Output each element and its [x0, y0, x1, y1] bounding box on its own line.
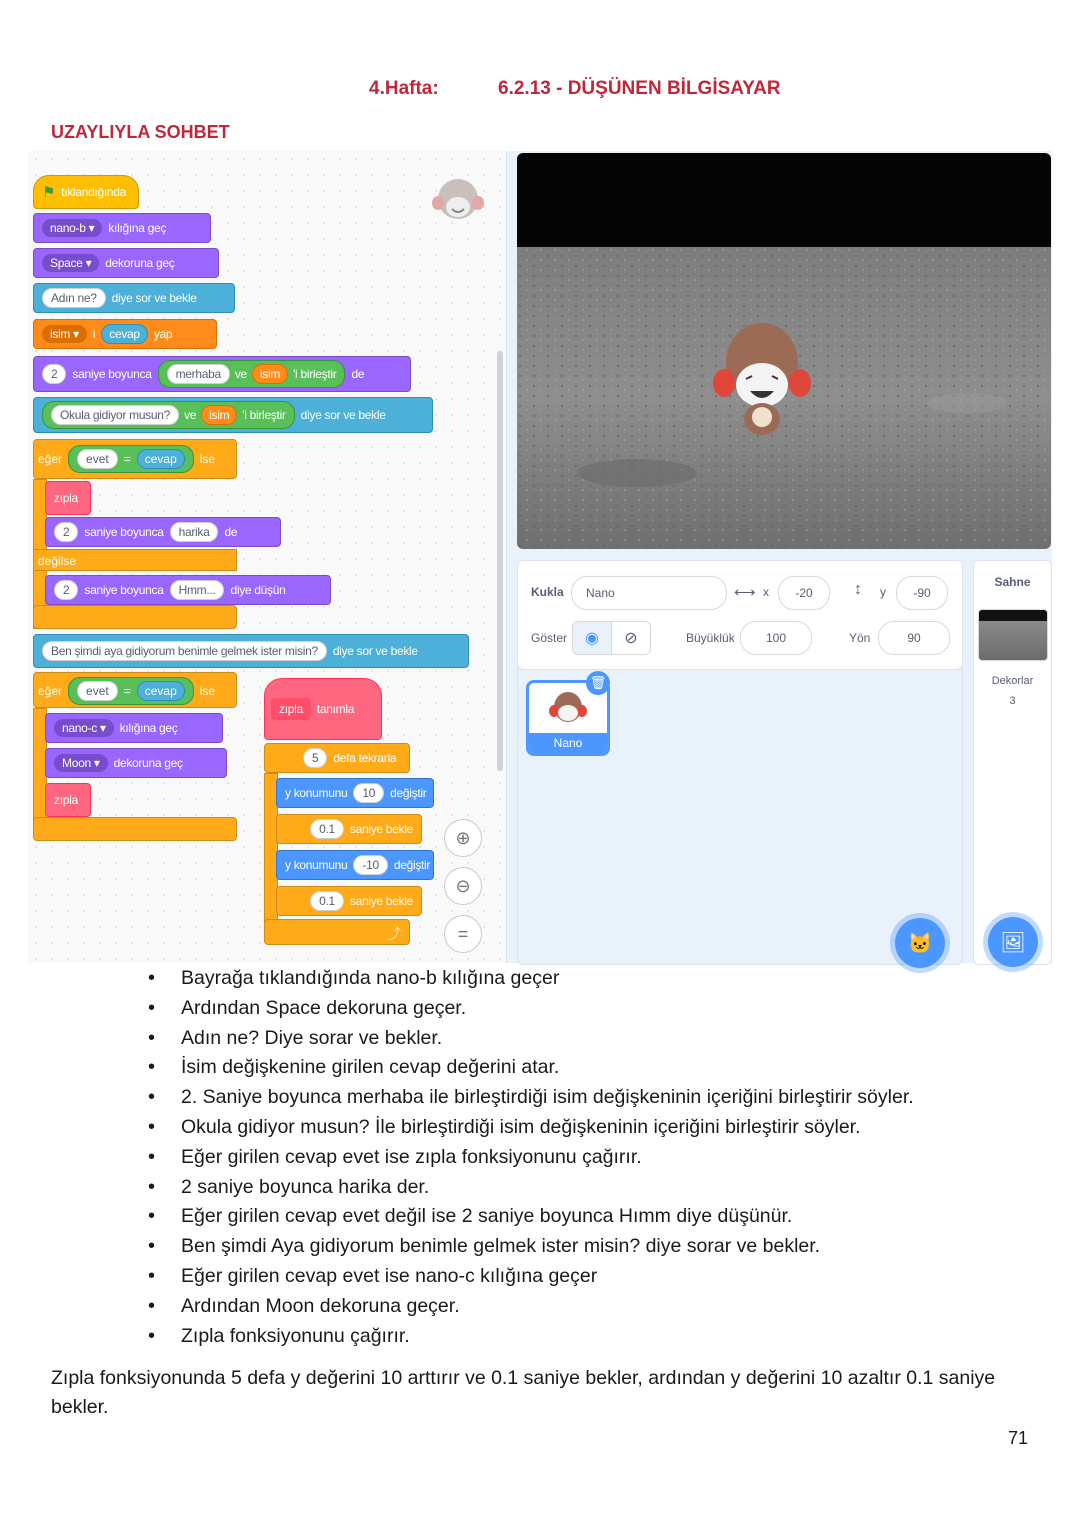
think-input[interactable]: Hmm... — [170, 580, 225, 600]
y-arrows-icon: ↕ — [854, 581, 862, 598]
join-and-2: ve — [184, 408, 197, 422]
backdrops-count: 3 — [1009, 695, 1016, 707]
week-label: 4.Hafta: — [369, 78, 439, 99]
x-input[interactable]: -20 — [778, 576, 830, 610]
y-label: y — [880, 585, 886, 599]
if-else-header — [38, 445, 215, 473]
equals-right-2[interactable]: cevap — [137, 681, 185, 701]
secs-input-2[interactable]: 2 — [54, 522, 78, 542]
change-y-block-2[interactable] — [276, 850, 434, 880]
repeat-bottom — [264, 919, 410, 945]
wait-input[interactable]: 0.1 — [310, 819, 344, 839]
ask-and-wait-block[interactable] — [33, 283, 235, 313]
add-sprite-icon[interactable]: 🐱 — [895, 918, 945, 968]
stage-canvas[interactable] — [517, 153, 1051, 549]
code-scrollbar[interactable] — [497, 351, 503, 771]
stage-thumbnail[interactable] — [978, 609, 1048, 661]
repeat-count-input[interactable]: 5 — [303, 748, 327, 768]
switch-costume-label: kılığına geç — [108, 221, 167, 235]
direction-label: Yön — [849, 631, 871, 645]
if-bottom — [33, 817, 237, 841]
else-label: değilse — [38, 554, 77, 568]
green-flag-icon: ⚑ — [42, 184, 56, 201]
direction-input[interactable]: 90 — [878, 621, 950, 655]
if-header — [38, 677, 215, 705]
ask-label: diye sor ve bekle — [111, 291, 197, 305]
list-item: • Zıpla fonksiyonunu çağırır. — [148, 1322, 914, 1352]
explanation-list — [148, 964, 914, 1351]
define-name: zıpla — [271, 698, 311, 720]
ask-join-block[interactable] — [33, 397, 433, 433]
sprite-list — [517, 669, 963, 965]
wait-block-2[interactable] — [276, 886, 422, 916]
zipla-call-label-2: zıpla — [54, 793, 78, 807]
equals-right[interactable]: cevap — [137, 449, 185, 469]
define-label: tanımla — [316, 702, 355, 716]
change-y-label-2: değiştir — [393, 858, 431, 872]
change-y-block[interactable] — [276, 778, 434, 808]
change-y-pre-2: y konumunu — [285, 858, 348, 872]
list-item: • Bayrağa tıklandığında nano-b kılığına geçer — [148, 964, 914, 994]
section-title: UZAYLIYLA SOHBET — [51, 122, 230, 142]
list-item: • Eğer girilen cevap evet ise nano-c kılığına geçer — [148, 1262, 914, 1292]
zipla-call-label: zıpla — [54, 491, 78, 505]
scratch-editor-screenshot — [28, 151, 1052, 963]
ask-join-label: diye sor ve bekle — [300, 408, 386, 422]
then-label: ise — [199, 452, 216, 466]
zipla-call-block[interactable] — [45, 481, 91, 515]
equals-left-2[interactable]: evet — [77, 681, 118, 701]
equals-block-2[interactable] — [68, 677, 194, 705]
sprite-info-panel — [517, 560, 963, 670]
list-item: • İsim değişkenine girilen cevap değerini atar. — [148, 1053, 914, 1083]
delete-sprite-icon[interactable]: 🗑 — [586, 671, 610, 695]
name-reporter-2[interactable]: isim — [201, 405, 237, 425]
join-input[interactable]: merhaba — [167, 364, 230, 384]
name-reporter[interactable]: isim — [252, 364, 288, 384]
list-item: • Eğer girilen cevap evet değil ise 2 saniye boyunca Hımm diye düşünür. — [148, 1202, 914, 1232]
sprite-label: Kukla — [531, 585, 564, 599]
say-label: de — [351, 367, 365, 381]
say-label-2: de — [224, 525, 238, 539]
list-item: • 2. Saniye boyunca merhaba ile birleştirdiği isim değişkeninin içeriğini birleştirir söyler. — [148, 1083, 914, 1113]
size-input[interactable]: 100 — [740, 621, 812, 655]
x-label: x — [763, 585, 769, 599]
set-variable-block[interactable] — [33, 319, 217, 349]
ask-moon-input[interactable]: Ben şimdi aya gidiyorum benimle gelmek ister misin? — [42, 641, 327, 661]
equals-block[interactable] — [68, 445, 194, 473]
ask-moon-block[interactable] — [33, 634, 469, 668]
list-item: • Adın ne? Diye sorar ve bekler. — [148, 1024, 914, 1054]
y-input[interactable]: -90 — [896, 576, 948, 610]
if-else-bottom — [33, 605, 237, 629]
switch-backdrop-block[interactable] — [33, 248, 219, 278]
join-input-2[interactable]: Okula gidiyor musun? — [51, 405, 179, 425]
summary-paragraph: Zıpla fonksiyonunda 5 defa y değerini 10 arttırır ve 0.1 saniye bekler, ardından y değerini 10 azaltır 0.1 saniye bekler. — [51, 1367, 996, 1418]
join-label: 'i birleştir — [293, 367, 337, 381]
switch-costume-block[interactable] — [33, 213, 211, 243]
hat-label: tıklandığında — [61, 185, 126, 199]
wait-label: saniye bekle — [349, 822, 413, 836]
backdrop-dropdown-2[interactable]: Moon ▾ — [54, 754, 108, 772]
list-item: • Ben şimdi Aya gidiyorum benimle gelmek ister misin? diye sorar ve bekler. — [148, 1232, 914, 1262]
repeat-block[interactable] — [264, 743, 410, 773]
join-block[interactable] — [158, 360, 346, 388]
say-pre-label: saniye boyunca — [72, 367, 152, 381]
switch-backdrop-label: dekoruna geç — [105, 256, 175, 270]
switch-backdrop-label-2: dekoruna geç — [113, 756, 183, 770]
secs-input[interactable]: 2 — [42, 364, 66, 384]
hide-eye-icon[interactable]: ⊘ — [611, 621, 651, 655]
set-label: yap — [153, 327, 173, 341]
think-pre-label: saniye boyunca — [84, 583, 164, 597]
switch-costume-label-2: kılığına geç — [119, 721, 178, 735]
equals-left[interactable]: evet — [77, 449, 118, 469]
think-block[interactable] — [45, 575, 331, 605]
change-y-input-2[interactable]: -10 — [353, 855, 387, 875]
join-label-2: 'i birleştir — [242, 408, 286, 422]
if-label-2: eğer — [38, 684, 63, 698]
when-flag-clicked-block[interactable] — [33, 175, 139, 209]
ask-input[interactable]: Adın ne? — [42, 288, 106, 308]
backdrops-label: Dekorlar — [991, 675, 1034, 687]
list-item: • 2 saniye boyunca harika der. — [148, 1173, 914, 1203]
costume-dropdown[interactable]: nano-b ▾ — [42, 219, 102, 237]
size-label: Büyüklük — [686, 631, 735, 645]
list-item: • Ardından Moon dekoruna geçer. — [148, 1292, 914, 1322]
then-label-2: ise — [199, 684, 216, 698]
show-label: Göster — [531, 631, 568, 645]
zoom-reset-icon[interactable]: = — [444, 915, 482, 953]
switch-costume-block-2[interactable] — [45, 713, 223, 743]
switch-backdrop-block-2[interactable] — [45, 748, 227, 778]
list-item: • Okula gidiyor musun? İle birleştirdiği isim değişkeninin içeriğini birleştirir söyler. — [148, 1113, 914, 1143]
add-backdrop-icon[interactable]: 🖼 — [988, 917, 1038, 967]
list-item: • Eğer girilen cevap evet ise zıpla fonksiyonunu çağırır. — [148, 1143, 914, 1173]
variable-dropdown[interactable]: isim ▾ — [42, 325, 87, 343]
sprite-name-input[interactable]: Nano — [571, 576, 727, 610]
zipla-call-block-2[interactable] — [45, 783, 91, 817]
show-eye-icon[interactable]: ◉ — [572, 621, 612, 655]
sprite-watermark-icon — [430, 169, 486, 227]
list-item: • Ardından Space dekoruna geçer. — [148, 994, 914, 1024]
say-pre-label-2: saniye boyunca — [84, 525, 164, 539]
costume-dropdown-2[interactable]: nano-c ▾ — [54, 719, 114, 737]
repeat-label: defa tekrarla — [333, 751, 397, 765]
stage-title: Sahne — [994, 575, 1031, 589]
change-y-label: değiştir — [390, 786, 427, 800]
topic-title: 6.2.13 - DÜŞÜNEN BİLGİSAYAR — [498, 78, 781, 99]
code-area — [28, 151, 507, 963]
change-y-pre: y konumunu — [285, 786, 348, 800]
say-harika-block[interactable] — [45, 517, 281, 547]
wait-label-2: saniye bekle — [349, 894, 413, 908]
set-mid-label: i — [92, 327, 96, 341]
page-number: 71 — [1008, 1428, 1029, 1448]
say-for-secs-block[interactable] — [33, 356, 411, 392]
join-and: ve — [234, 367, 247, 381]
zoom-in-icon[interactable]: ⊕ — [444, 819, 482, 857]
answer-reporter[interactable]: cevap — [101, 324, 148, 344]
x-arrows-icon: ⟷ — [734, 584, 756, 601]
if-label: eğer — [38, 452, 63, 466]
loop-arrow-icon: ⤴ — [387, 926, 401, 942]
zoom-out-icon[interactable]: ⊖ — [444, 867, 482, 905]
think-label: diye düşün — [230, 583, 286, 597]
secs-input-3[interactable]: 2 — [54, 580, 78, 600]
stage-selector-panel — [973, 560, 1052, 965]
join-block-2[interactable] — [42, 401, 295, 429]
backdrop-dropdown[interactable]: Space ▾ — [42, 254, 99, 272]
define-zipla-block[interactable] — [264, 678, 382, 740]
equals-sign-2: = — [123, 684, 131, 698]
ask-moon-label: diye sor ve bekle — [332, 644, 418, 658]
moon-backdrop-image — [517, 153, 1051, 549]
wait-input-2[interactable]: 0.1 — [310, 891, 344, 911]
say-input[interactable]: harika — [170, 522, 219, 542]
sprite-tile-label: Nano — [529, 733, 607, 753]
change-y-input[interactable]: 10 — [353, 783, 384, 803]
wait-block[interactable] — [276, 814, 422, 844]
equals-sign: = — [123, 452, 131, 466]
